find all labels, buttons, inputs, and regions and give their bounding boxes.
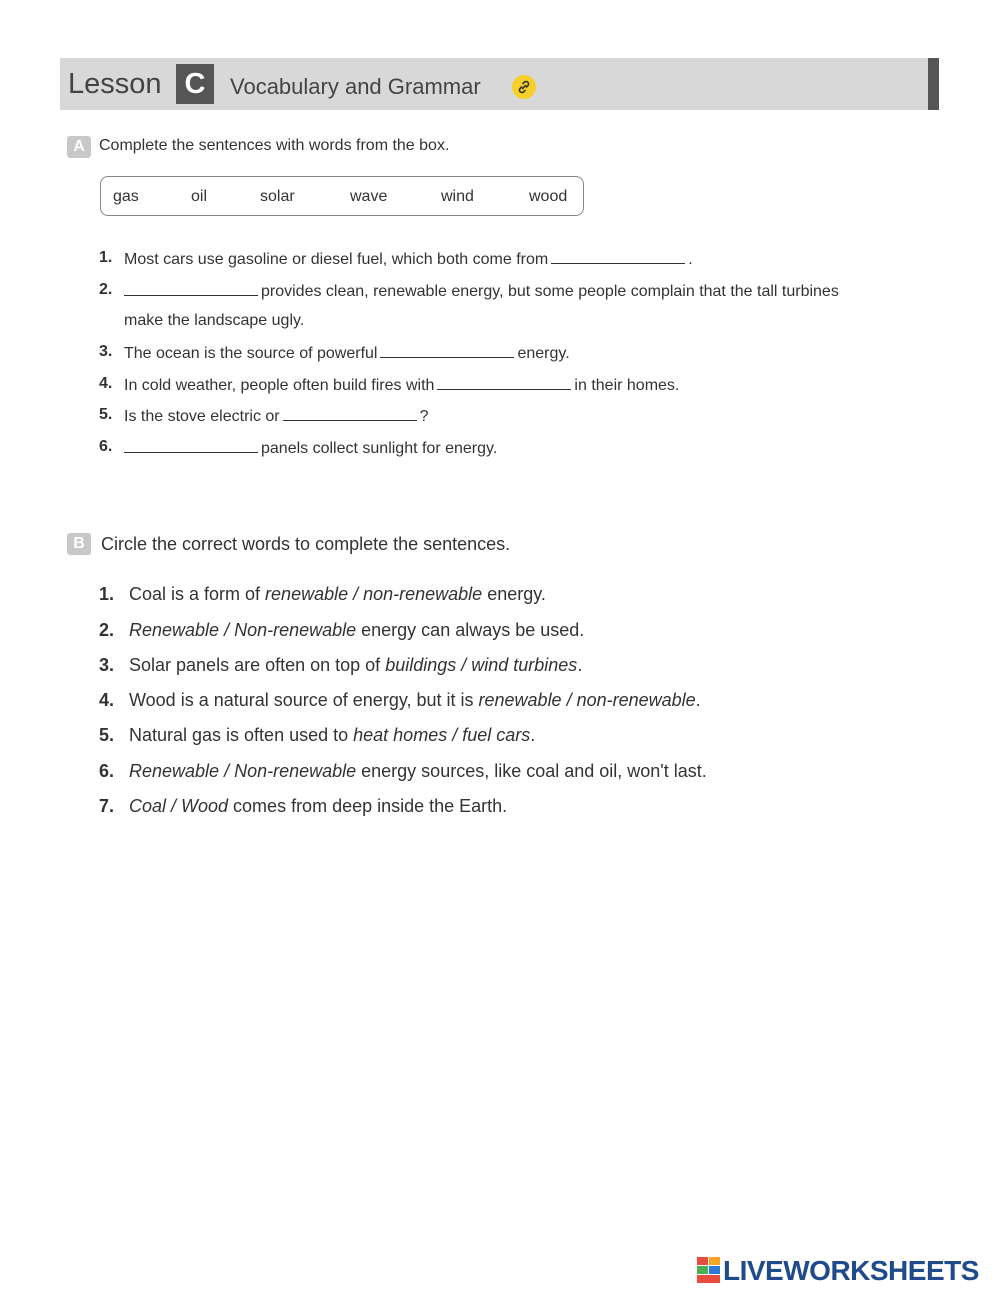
item-number: 4.: [99, 690, 115, 710]
word-box-item: oil: [191, 188, 208, 205]
sentence-text: Is the stove electric or: [124, 408, 280, 425]
item-number: 3.: [99, 655, 115, 675]
sentence-text: The ocean is the source of powerful: [124, 345, 378, 362]
sentence-b3: [129, 655, 582, 676]
choice-options[interactable]: buildings / wind turbines: [385, 655, 578, 675]
sentence-a6: [124, 438, 497, 458]
sentence-a5: [124, 406, 429, 426]
word-box: [100, 176, 584, 216]
choice-options[interactable]: Coal / Wood: [129, 796, 229, 816]
choice-options[interactable]: renewable / non-renewable: [478, 690, 696, 710]
sentence-text: make the landscape ugly.: [124, 312, 305, 329]
sentence-text: Wood is a natural source of energy, but it is: [129, 690, 479, 710]
sentence-text: .: [695, 690, 701, 710]
item-number: 5.: [99, 406, 113, 423]
sentence-text: comes from deep inside the Earth.: [228, 796, 508, 816]
logo-tile: [709, 1266, 720, 1274]
logo-text: LIVEWORKSHEETS: [723, 1255, 979, 1286]
word-box-item: wind: [441, 188, 474, 205]
item-number: 6.: [99, 761, 115, 781]
answer-blank[interactable]: [124, 281, 258, 296]
choice-options[interactable]: heat homes / fuel cars: [353, 725, 531, 745]
sentence-text: panels collect sunlight for energy.: [261, 440, 498, 457]
item-number: 4.: [99, 375, 113, 392]
answer-blank[interactable]: [124, 438, 258, 453]
sentence-a2: [124, 281, 839, 301]
logo-tile: [697, 1257, 708, 1265]
answer-blank[interactable]: [437, 375, 571, 390]
sentence-a3: [124, 343, 570, 363]
item-number: 2.: [99, 620, 115, 640]
item-number: 6.: [99, 438, 113, 455]
sentence-text: Most cars use gasoline or diesel fuel, which both come from: [124, 251, 549, 268]
sentence-text: energy can always be used.: [356, 620, 585, 640]
sentence-text: Natural gas is often used to: [129, 725, 354, 745]
sentence-text: Solar panels are often on top of: [129, 655, 386, 675]
sentence-text: .: [577, 655, 583, 675]
lesson-letter: C: [176, 64, 214, 104]
sentence-b1: [129, 584, 546, 605]
link-icon[interactable]: [512, 75, 536, 99]
sentence-text: .: [530, 725, 536, 745]
sentence-b4: [129, 690, 701, 711]
section-b-badge: B: [67, 533, 91, 555]
word-box-item: gas: [113, 188, 139, 205]
sentence-a1: [124, 249, 693, 269]
item-number: 1.: [99, 584, 115, 604]
item-number: 3.: [99, 343, 113, 360]
logo-tile: [697, 1266, 708, 1274]
choice-options[interactable]: renewable / non-renewable: [265, 584, 483, 604]
item-number: 2.: [99, 281, 113, 298]
lesson-header: [60, 58, 939, 110]
lesson-subtitle: Vocabulary and Grammar: [230, 74, 481, 99]
word-box-item: wave: [350, 188, 388, 205]
sentence-text: provides clean, renewable energy, but some people complain that the tall turbines: [261, 283, 839, 300]
choice-options[interactable]: Renewable / Non-renewable: [129, 620, 357, 640]
section-a-badge: A: [67, 136, 91, 158]
sentence-text: ?: [419, 408, 429, 425]
sentence-b2: [129, 620, 584, 641]
item-number: 5.: [99, 725, 115, 745]
lesson-word: Lesson: [68, 68, 162, 100]
sentence-text: in their homes.: [574, 377, 680, 394]
logo-tile: [697, 1275, 720, 1283]
logo-tile: [709, 1257, 720, 1265]
sentence-b7: [129, 796, 507, 817]
logo-tiles-icon: [697, 1257, 721, 1283]
word-box-item: solar: [260, 188, 295, 205]
item-number: 7.: [99, 796, 115, 816]
answer-blank[interactable]: [551, 249, 685, 264]
sentence-b6: [129, 761, 707, 782]
word-box-item: wood: [529, 188, 568, 205]
sentence-text: energy.: [482, 584, 546, 604]
answer-blank[interactable]: [283, 406, 417, 421]
sentence-text: energy sources, like coal and oil, won't last.: [356, 761, 707, 781]
answer-blank[interactable]: [380, 343, 514, 358]
section-a-instruction: Complete the sentences with words from the box.: [99, 137, 450, 154]
sentence-text: In cold weather, people often build fires with: [124, 377, 435, 394]
sentence-b5: [129, 725, 535, 746]
sentence-text: .: [688, 251, 693, 268]
sentence-text: energy.: [517, 345, 570, 362]
item-number: 1.: [99, 249, 113, 266]
sentence-a4: [124, 375, 679, 395]
sentence-text: Coal is a form of: [129, 584, 266, 604]
choice-options[interactable]: Renewable / Non-renewable: [129, 761, 357, 781]
section-b-instruction: Circle the correct words to complete the sentences.: [101, 534, 511, 554]
